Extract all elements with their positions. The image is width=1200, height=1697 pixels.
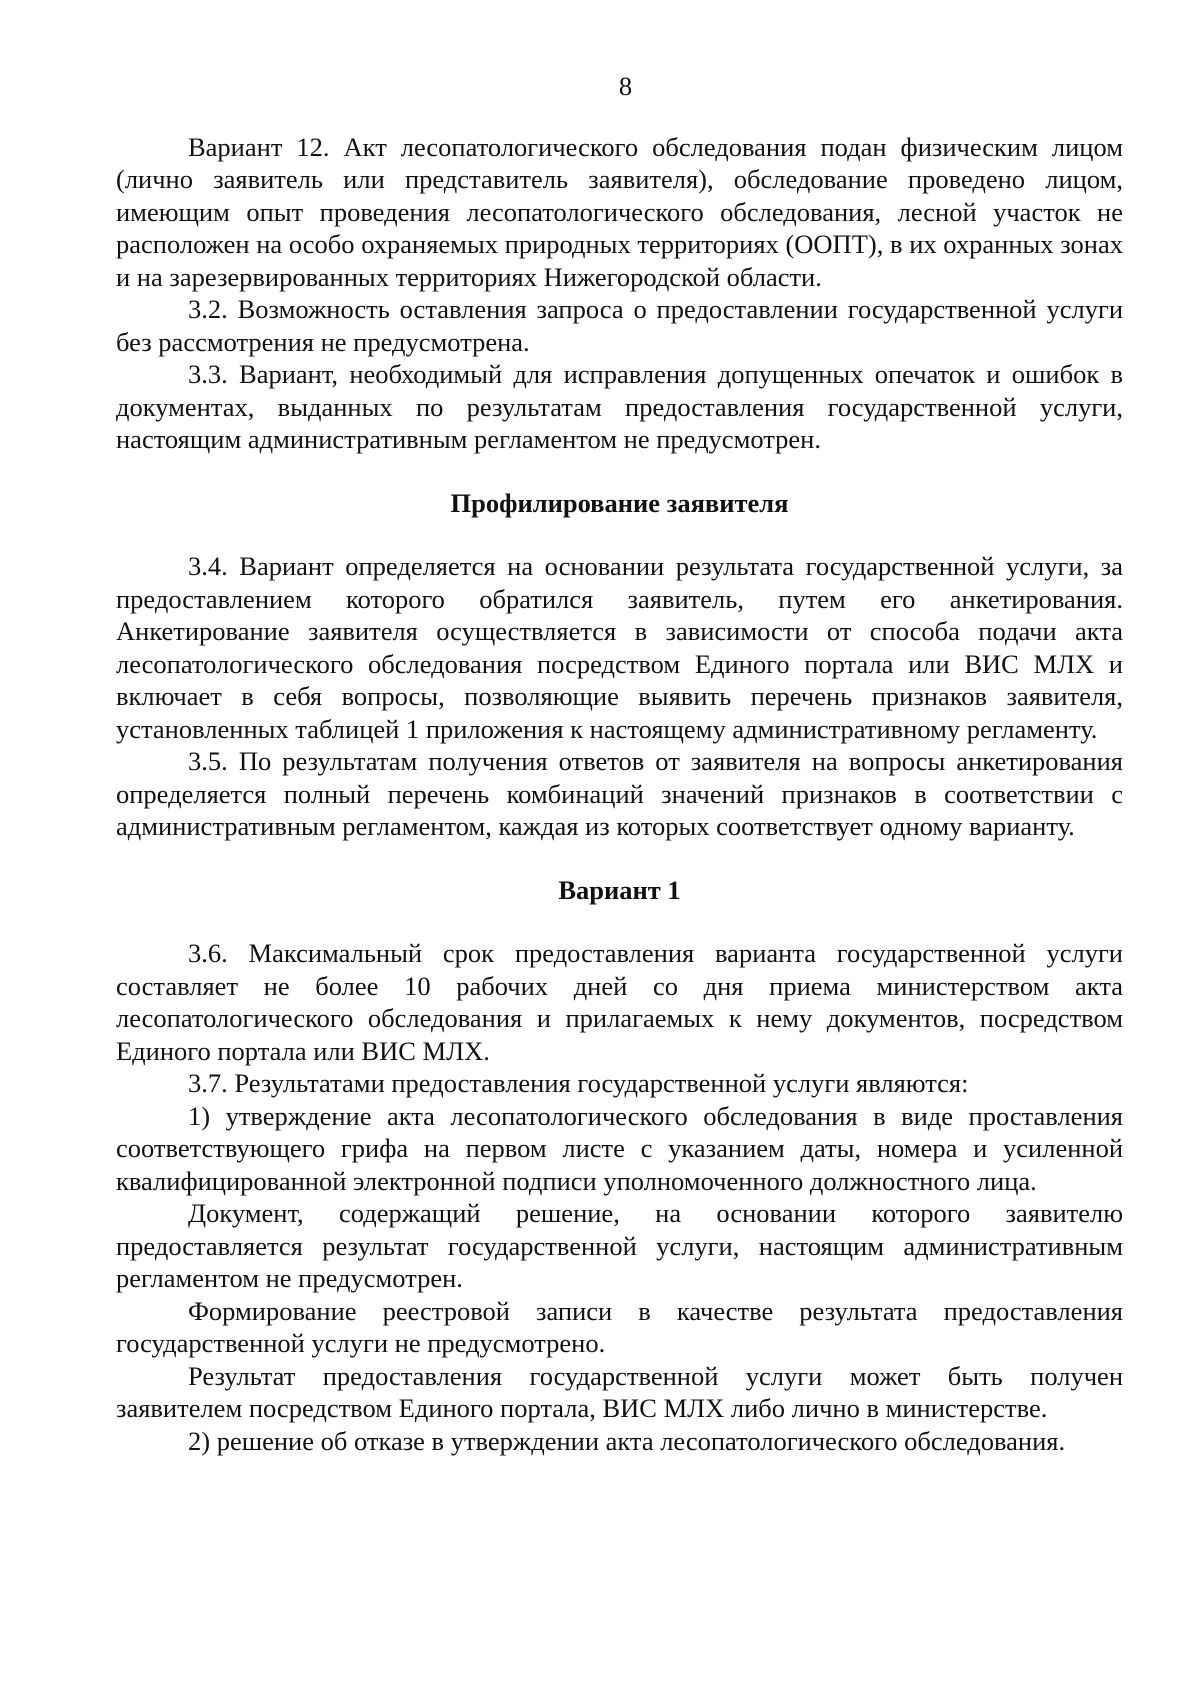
- paragraph-3-3: 3.3. Вариант, необходимый для исправления допущенных опечаток и ошибок в документах, выданных по результатам предоставления государственной услуги, настоящим административным регламентом не предусмотрен.: [116, 359, 1123, 454]
- paragraph-3-5: 3.5. По результатам получения ответов от заявителя на вопросы анкетирования определяется полный перечень комбинаций значений признаков в соответствии с административным регламентом, каждая из которых соответствует одному варианту.: [116, 746, 1123, 841]
- paragraph-decision-document: Документ, содержащий решение, на основании которого заявителю предоставляется результат государственной услуги, настоящим административным регламентом не предусмотрен.: [116, 1198, 1123, 1293]
- paragraph-3-2: 3.2. Возможность оставления запроса о предоставлении государственной услуги без рассмотрения не предусмотрена.: [116, 294, 1123, 357]
- paragraph-3-4: 3.4. Вариант определяется на основании результата государственной услуги, за предоставлением которого обратился заявитель, путем его анкетирования. Анкетирование заявителя осуществляется в зависимости от способа подачи акта лесопатологического обследования посредством Единого портала или ВИС МЛХ и включает в себя вопросы, позволяющие выявить перечень признаков заявителя, установленных таблицей 1 приложения к настоящему административному регламенту.: [116, 551, 1123, 744]
- paragraph-3-6: 3.6. Максимальный срок предоставления варианта государственной услуги составляет не более 10 рабочих дней со дня приема министерством акта лесопатологического обследования и прилагаемых к нему документов, посредством Единого портала или ВИС МЛХ.: [116, 938, 1123, 1066]
- paragraph-registry-record: Формирование реестровой записи в качестве результата предоставления государственной услуги не предусмотрено.: [116, 1295, 1123, 1358]
- paragraph-result-receipt: Результат предоставления государственной услуги может быть получен заявителем посредством Единого портала, ВИС МЛХ либо лично в министерстве.: [116, 1360, 1123, 1423]
- paragraph-3-7: 3.7. Результатами предоставления государственной услуги являются:: [188, 1068, 969, 1098]
- page-number: 8: [618, 71, 633, 101]
- section-heading-profile: Профилирование заявителя: [450, 487, 789, 518]
- paragraph-result-1: 1) утверждение акта лесопатологического обследования в виде проставления соответствующего грифа на первом листе с указанием даты, номера и усиленной квалифицированной электронной подписи уполномоченного должностного лица.: [116, 1100, 1123, 1196]
- section-heading-variant-1: Вариант 1: [558, 874, 681, 905]
- paragraph-result-2: 2) решение об отказе в утверждении акта лесопатологического обследования.: [188, 1425, 1066, 1456]
- paragraph-variant-12: Вариант 12. Акт лесопатологического обследования подан физическим лицом (лично заявитель или представитель заявителя), обследование проведено лицом, имеющим опыт проведения лесопатологического обследования, лесной участок не расположен на особо охраняемых природных территориях (ООПТ), в их охранных зонах и на зарезервированных территориях Нижегородской области.: [116, 131, 1123, 292]
